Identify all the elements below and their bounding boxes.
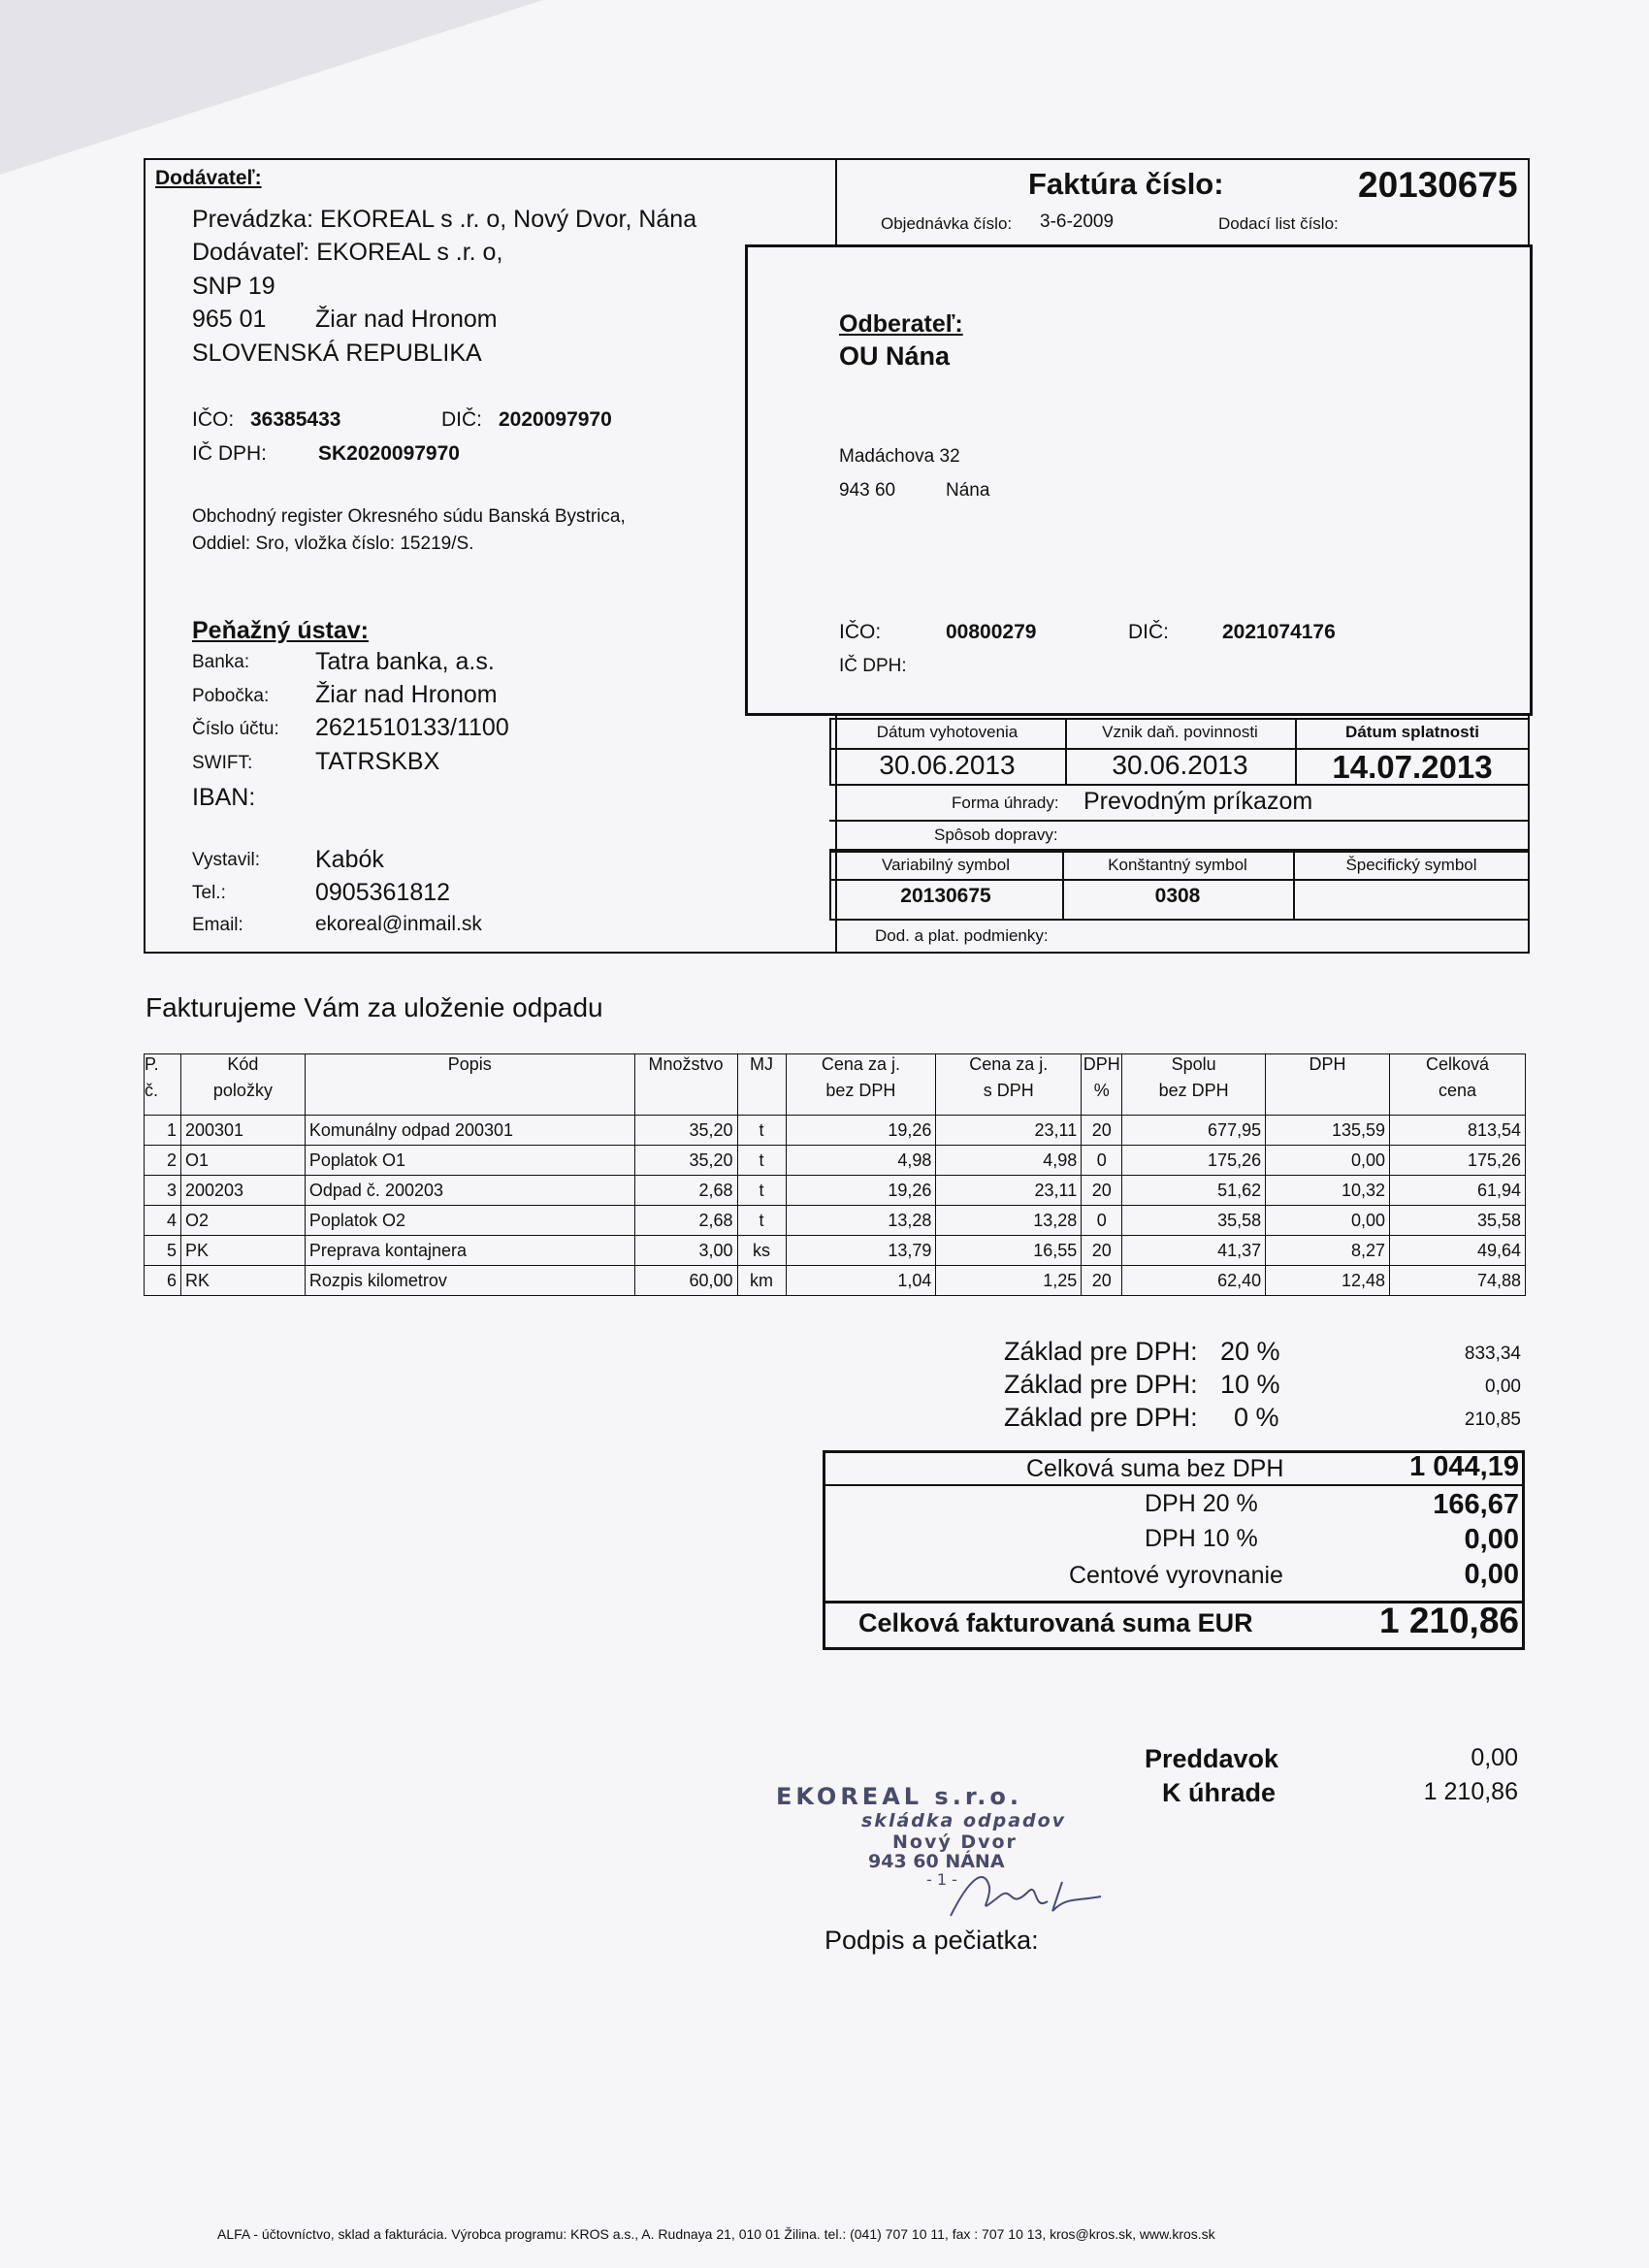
- due-date: 14.07.2013: [1332, 749, 1493, 785]
- row-subtotal: 51,62: [1122, 1176, 1266, 1206]
- conditions-label: Dod. a plat. podmienky:: [875, 926, 1049, 945]
- stamp-company: EKOREAL s.r.o.: [776, 1783, 1022, 1810]
- supplier-dic: 2020097970: [499, 408, 612, 431]
- order-label: Objednávka číslo:: [881, 214, 1013, 233]
- row-vat-rate: 20: [1082, 1116, 1122, 1146]
- advance-value: 0,00: [1471, 1744, 1518, 1771]
- col-dph-sum: DPH: [1266, 1054, 1390, 1116]
- col-celkova-2: cena: [1438, 1081, 1477, 1100]
- row-unit: ks: [737, 1236, 786, 1266]
- bank-name: Tatra banka, a.s.: [315, 648, 495, 675]
- vat-20-label: DPH 20 %: [1145, 1490, 1258, 1517]
- account-number: 2621510133/1100: [315, 714, 509, 741]
- col-mnozstvo: Množstvo: [634, 1054, 737, 1116]
- col-celkova-1: Celková: [1425, 1054, 1490, 1074]
- row-subtotal: 677,95: [1122, 1116, 1266, 1146]
- rounding-label: Centové vyrovnanie: [1069, 1562, 1283, 1589]
- row-description: Poplatok O2: [305, 1206, 634, 1236]
- total-net-label: Celková suma bez DPH: [1026, 1455, 1284, 1482]
- supplier-street: SNP 19: [192, 273, 275, 300]
- row-vat-rate: 0: [1082, 1146, 1122, 1176]
- row-vat-rate: 20: [1082, 1236, 1122, 1266]
- row-vat: 8,27: [1266, 1236, 1390, 1266]
- bank-heading: Peňažný ústav:: [192, 617, 370, 644]
- items-table: [144, 1053, 1526, 1296]
- col-dph-1: DPH: [1083, 1054, 1120, 1074]
- row-code: 200301: [180, 1116, 305, 1146]
- row-unit: t: [737, 1206, 786, 1236]
- base-10-value: 0,00: [1485, 1377, 1521, 1397]
- row-number: 2: [145, 1146, 181, 1176]
- supplier-ico: 36385433: [250, 408, 341, 431]
- row-code: 200203: [180, 1176, 305, 1206]
- row-unit: km: [737, 1266, 786, 1296]
- row-unit-price: 19,26: [786, 1116, 936, 1146]
- row-quantity: 60,00: [634, 1266, 737, 1296]
- row-unit-price: 13,79: [786, 1236, 936, 1266]
- branch-name: Žiar nad Hronom: [315, 681, 498, 708]
- due-date-label: Dátum splatnosti: [1345, 723, 1479, 741]
- row-unit-price: 13,28: [786, 1206, 936, 1236]
- col-kod-2: položky: [212, 1081, 273, 1100]
- constant-symbol: 0308: [1154, 885, 1201, 907]
- row-number: 3: [145, 1176, 181, 1206]
- row-total: 813,54: [1390, 1116, 1526, 1146]
- swift-label: SWIFT:: [192, 753, 253, 773]
- issuer-name: Kabók: [315, 846, 384, 873]
- iban-label: IBAN:: [192, 784, 256, 811]
- row-description: Odpad č. 200203: [305, 1176, 634, 1206]
- issuer-label: Vystavil:: [192, 850, 261, 870]
- delivery-note-label: Dodací list číslo:: [1218, 214, 1339, 233]
- supplier-zip: 965 01: [192, 306, 267, 333]
- row-quantity: 35,20: [634, 1146, 737, 1176]
- to-pay-label: K úhrade: [1162, 1778, 1277, 1807]
- row-quantity: 35,20: [634, 1116, 737, 1146]
- col-kod-1: Kód: [227, 1054, 259, 1074]
- supplier-dic-label: DIČ:: [441, 408, 482, 431]
- row-unit-price: 1,04: [786, 1266, 936, 1296]
- supplier-city: Žiar nad Hronom: [315, 306, 498, 333]
- customer-zip: 943 60: [839, 480, 896, 501]
- row-unit: t: [737, 1176, 786, 1206]
- customer-ico: 00800279: [946, 621, 1037, 643]
- signature-mark: [931, 1858, 1125, 1935]
- supplier-register-1: Obchodný register Okresného súdu Banská Bystrica,: [192, 506, 626, 527]
- base-10-rate: 10 %: [1220, 1370, 1280, 1399]
- vat-20: 166,67: [1433, 1489, 1519, 1520]
- customer-icdph-label: IČ DPH:: [839, 656, 907, 676]
- email-value: ekoreal@inmail.sk: [315, 913, 482, 935]
- row-vat: 10,32: [1266, 1176, 1390, 1206]
- row-quantity: 2,68: [634, 1206, 737, 1236]
- signature-label: Podpis a pečiatka:: [824, 1926, 1039, 1955]
- row-vat-rate: 0: [1082, 1206, 1122, 1236]
- table-row: [145, 1146, 1526, 1176]
- rounding: 0,00: [1464, 1559, 1519, 1590]
- table-row: [145, 1176, 1526, 1206]
- stamp-line-3: Nový Dvor: [892, 1831, 1018, 1853]
- row-subtotal: 41,37: [1122, 1236, 1266, 1266]
- variable-symbol-label: Variabilný symbol: [882, 856, 1010, 874]
- row-total: 175,26: [1390, 1146, 1526, 1176]
- payment-method: Prevodným príkazom: [1083, 788, 1313, 815]
- row-description: Preprava kontajnera: [305, 1236, 634, 1266]
- customer-ico-label: IČO:: [839, 621, 882, 643]
- invoice-number: 20130675: [1358, 165, 1518, 205]
- issue-date: 30.06.2013: [879, 750, 1016, 780]
- row-vat-rate: 20: [1082, 1266, 1122, 1296]
- row-unit-price-vat: 1,25: [936, 1266, 1082, 1296]
- col-p-2: č.: [145, 1081, 159, 1100]
- row-number: 6: [145, 1266, 181, 1296]
- base-20-value: 833,34: [1464, 1344, 1521, 1364]
- row-vat: 12,48: [1266, 1266, 1390, 1296]
- tax-date: 30.06.2013: [1112, 750, 1248, 780]
- folded-corner: [0, 0, 543, 175]
- row-number: 1: [145, 1116, 181, 1146]
- row-unit-price-vat: 23,11: [936, 1116, 1082, 1146]
- row-total: 74,88: [1390, 1266, 1526, 1296]
- row-code: O1: [180, 1146, 305, 1176]
- supplier-country: SLOVENSKÁ REPUBLIKA: [192, 340, 482, 367]
- base-0-value: 210,85: [1464, 1409, 1521, 1430]
- row-vat: 135,59: [1266, 1116, 1390, 1146]
- base-0-label: Základ pre DPH:: [1004, 1403, 1198, 1432]
- base-0-rate: 0 %: [1234, 1403, 1279, 1432]
- base-20-rate: 20 %: [1220, 1337, 1280, 1366]
- customer-street: Madáchova 32: [839, 446, 960, 467]
- row-number: 5: [145, 1236, 181, 1266]
- table-row: [145, 1236, 1526, 1266]
- payment-label: Forma úhrady:: [952, 794, 1059, 812]
- email-label: Email:: [192, 915, 243, 935]
- row-unit-price-vat: 4,98: [936, 1146, 1082, 1176]
- col-cena-bez-1: Cena za j.: [821, 1054, 900, 1074]
- row-code: RK: [180, 1266, 305, 1296]
- grand-total-label: Celková fakturovaná suma EUR: [858, 1608, 1253, 1637]
- col-cena-s-2: s DPH: [983, 1081, 1034, 1100]
- row-description: Komunálny odpad 200301: [305, 1116, 634, 1146]
- col-cena-bez-2: bez DPH: [825, 1081, 896, 1100]
- row-unit: t: [737, 1146, 786, 1176]
- grand-total: 1 210,86: [1378, 1601, 1519, 1640]
- customer-city: Nána: [946, 480, 990, 501]
- row-vat: 0,00: [1266, 1146, 1390, 1176]
- intro-text: Fakturujeme Vám za uloženie odpadu: [146, 992, 603, 1022]
- tax-date-label: Vznik daň. povinnosti: [1102, 723, 1258, 741]
- row-quantity: 2,68: [634, 1176, 737, 1206]
- row-total: 35,58: [1390, 1206, 1526, 1236]
- invoice-title: Faktúra číslo:: [1028, 167, 1224, 201]
- supplier-icdph: SK2020097970: [318, 442, 460, 465]
- row-vat-rate: 20: [1082, 1176, 1122, 1206]
- branch-label: Pobočka:: [192, 686, 270, 706]
- specific-symbol-label: Špecifický symbol: [1345, 856, 1477, 874]
- advance-label: Preddavok: [1145, 1744, 1279, 1773]
- vat-10: 0,00: [1464, 1524, 1519, 1555]
- row-description: Rozpis kilometrov: [305, 1266, 634, 1296]
- row-unit-price-vat: 16,55: [936, 1236, 1082, 1266]
- account-label: Číslo účtu:: [192, 719, 279, 739]
- row-vat: 0,00: [1266, 1206, 1390, 1236]
- total-net: 1 044,19: [1409, 1451, 1519, 1482]
- table-row: [145, 1206, 1526, 1236]
- row-quantity: 3,00: [634, 1236, 737, 1266]
- row-subtotal: 35,58: [1122, 1206, 1266, 1236]
- row-code: PK: [180, 1236, 305, 1266]
- table-row: [145, 1266, 1526, 1296]
- row-total: 61,94: [1390, 1176, 1526, 1206]
- customer-dic-label: DIČ:: [1128, 621, 1169, 643]
- row-code: O2: [180, 1206, 305, 1236]
- stamp-line-4: 943 60 NÁNA: [868, 1851, 1005, 1872]
- stamp-line-2: skládka odpadov: [861, 1810, 1067, 1831]
- to-pay-value: 1 210,86: [1423, 1778, 1518, 1805]
- col-mj: MJ: [737, 1054, 786, 1116]
- row-subtotal: 62,40: [1122, 1266, 1266, 1296]
- supplier-ico-label: IČO:: [192, 408, 235, 431]
- col-dph-2: %: [1093, 1081, 1110, 1100]
- variable-symbol: 20130675: [900, 885, 991, 907]
- supplier-name: Dodávateľ: EKOREAL s .r. o,: [192, 239, 503, 266]
- row-subtotal: 175,26: [1122, 1146, 1266, 1176]
- stamp-line-5: - 1 -: [926, 1870, 957, 1889]
- phone-label: Tel.:: [192, 883, 226, 903]
- supplier-register-2: Oddiel: Sro, vložka číslo: 15219/S.: [192, 534, 474, 554]
- supplier-heading: Dodávateľ:: [155, 167, 262, 189]
- base-20-label: Základ pre DPH:: [1004, 1337, 1198, 1366]
- row-description: Poplatok O1: [305, 1146, 634, 1176]
- row-unit-price-vat: 13,28: [936, 1206, 1082, 1236]
- col-spolu-1: Spolu: [1171, 1054, 1216, 1074]
- customer-dic: 2021074176: [1222, 621, 1336, 643]
- bank-label: Banka:: [192, 652, 250, 672]
- table-row: [145, 1116, 1526, 1146]
- col-cena-s-1: Cena za j.: [969, 1054, 1049, 1074]
- supplier-icdph-label: IČ DPH:: [192, 442, 268, 465]
- row-unit-price: 19,26: [786, 1176, 936, 1206]
- col-popis: Popis: [305, 1054, 634, 1116]
- vat-10-label: DPH 10 %: [1145, 1525, 1258, 1552]
- row-unit: t: [737, 1116, 786, 1146]
- order-number: 3-6-2009: [1040, 211, 1115, 232]
- supplier-prevadzka: Prevádzka: EKOREAL s .r. o, Nový Dvor, Nána: [192, 206, 697, 233]
- transport-label: Spôsob dopravy:: [934, 826, 1058, 844]
- row-unit-price-vat: 23,11: [936, 1176, 1082, 1206]
- footer-text: ALFA - účtovníctvo, sklad a fakturácia. Výrobca programu: KROS a.s., A. Rudnaya 21, 010 01 Žilina. tel.: (041) 707 10 11, fax : 707 10 13, kros@kros.sk, www.kros.sk: [217, 2226, 1215, 2242]
- base-10-label: Základ pre DPH:: [1004, 1370, 1198, 1399]
- table-header-row: [145, 1054, 1526, 1116]
- col-p-1: P.: [145, 1054, 159, 1074]
- phone-value: 0905361812: [315, 879, 451, 906]
- col-spolu-2: bez DPH: [1158, 1081, 1229, 1100]
- customer-name: OU Nána: [839, 341, 951, 371]
- issue-date-label: Dátum vyhotovenia: [876, 723, 1018, 741]
- swift-code: TATRSKBX: [315, 748, 440, 775]
- row-total: 49,64: [1390, 1236, 1526, 1266]
- row-unit-price: 4,98: [786, 1146, 936, 1176]
- customer-heading: Odberateľ:: [839, 310, 963, 338]
- row-number: 4: [145, 1206, 181, 1236]
- constant-symbol-label: Konštantný symbol: [1108, 856, 1247, 874]
